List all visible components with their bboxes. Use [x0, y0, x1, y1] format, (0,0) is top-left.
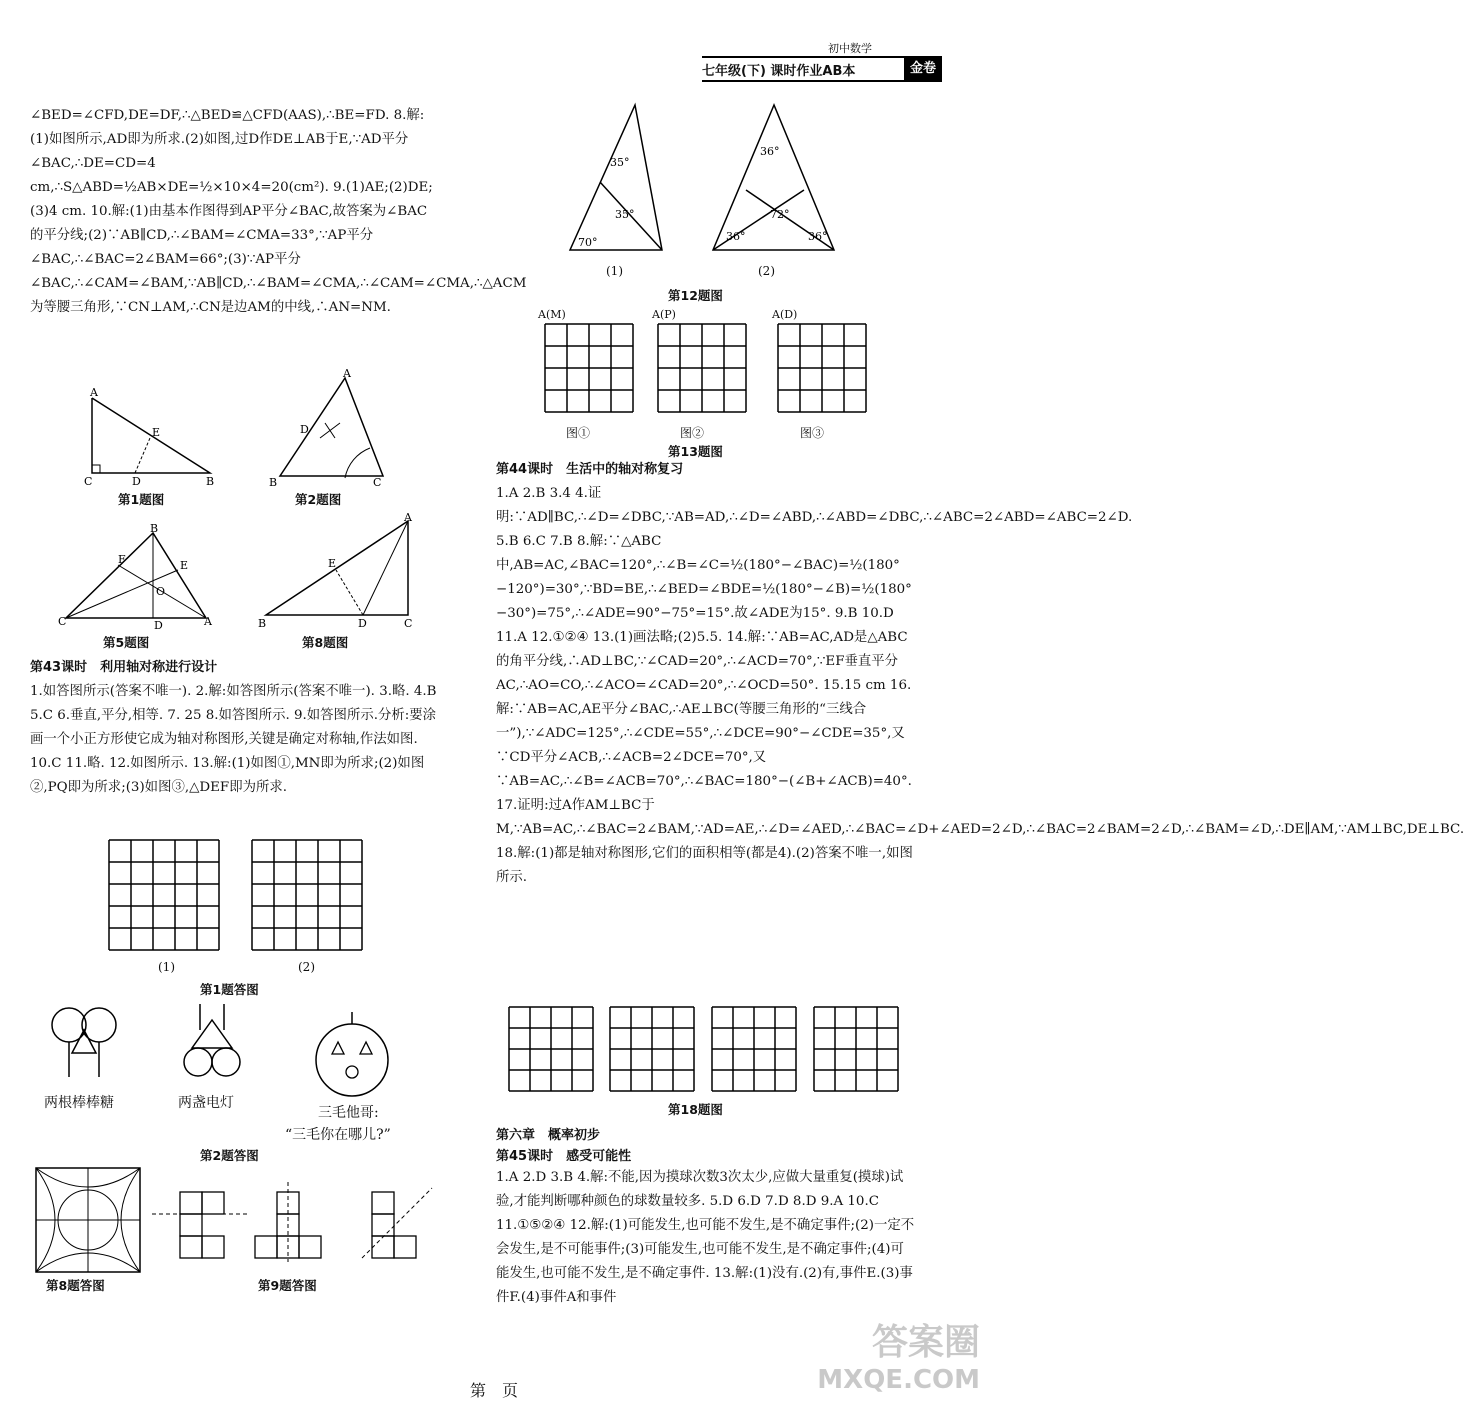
svg-text:C: C — [84, 475, 93, 488]
q13-grid-1 — [535, 310, 645, 420]
caption-q12: 第12题图 — [668, 288, 723, 303]
svg-text:A: A — [343, 367, 351, 380]
a1-sub1: (1) — [158, 960, 175, 974]
watermark-line-1: 答案圈 — [871, 1321, 980, 1363]
svg-text:O: O — [156, 585, 166, 598]
section-44-title: 第44课时 生活中的轴对称复习 — [496, 462, 684, 477]
q18-grid-1 — [505, 1005, 601, 1095]
q12-figure-1 — [560, 100, 670, 260]
lamp-label: 两盏电灯 — [178, 1095, 234, 1111]
q5-figure — [58, 522, 213, 632]
svg-text:35°: 35° — [610, 156, 630, 169]
svg-text:B: B — [258, 617, 267, 630]
caption-q18: 第18题图 — [668, 1102, 723, 1117]
q2-figure — [265, 368, 395, 488]
header-brand: 金卷 — [904, 58, 942, 80]
header-bar-text: 七年级(下) 课时作业AB本 — [702, 63, 856, 79]
q1-figure — [80, 388, 220, 488]
svg-text:C: C — [404, 617, 413, 630]
svg-text:F: F — [118, 553, 126, 566]
svg-text:35°: 35° — [615, 208, 635, 221]
q8-figure — [258, 511, 418, 630]
watermark — [770, 1314, 980, 1394]
a1-grid-2 — [248, 836, 368, 956]
caption-q8: 第8题图 — [302, 635, 349, 650]
lamp-picture — [178, 1000, 248, 1085]
q13-label-ad: A(D) — [772, 308, 798, 321]
svg-text:A: A — [204, 615, 212, 628]
svg-text:C: C — [373, 476, 382, 489]
svg-text:D: D — [358, 617, 367, 630]
svg-text:B: B — [150, 522, 159, 535]
caption-a2: 第2题答图 — [200, 1148, 259, 1163]
section-43-text: 1.如答图所示(答案不唯一). 2.解:如答图所示(答案不唯一). 3.略. 4.B 5.C 6.垂直,平分,相等. 7. 25 8.如答图所示. 9.如答图所示.分析:要涂画一个小正方形使它成为轴对称图形,关键是确定对称轴,作法如图. 10.C 11.略. 12.如图所示. 13.解:(1)如图①,MN即为所求;(2)如图②,PQ即为所求;(3)如图③,△DEF即为所求. — [30, 684, 437, 795]
a1-grid-1 — [105, 836, 225, 956]
section-45-text: 1.A 2.D 3.B 4.解:不能,因为摸球次数3次太少,应做大量重复(摸球)试验,才能判断哪种颜色的球数量较多. 5.D 6.D 7.D 8.D 9.A 10.C 11.①⑤②④ 12.解:(1)可能发生,也可能不发生,是不确定事件;(2)一定不会发生,是不可能事件;(3)可能发生,也可能不发生,是不确定事件;(4)可能发生,也可能不发生,是不确定事件. 13.解:(1)没有.(2)有,事件E.(3)事件F.(4)事件A和事件 — [496, 1170, 915, 1305]
section-44-text: 1.A 2.B 3.4 4.证明:∵AD∥BC,∴∠D=∠DBC,∵AB=AD,∴∠D=∠ABD,∴∠ABD=∠DBC,∴∠ABC=2∠ABD=∠ABC=2∠D. 5.B 6.C 7.B 8.解:∵△ABC中,AB=AC,∠BAC=120°,∴∠B=∠C=½(180°−∠BAC)=½(180°−120°)=30°,∵BD=BE,∴∠BED=∠BDE=½(180°−∠B)=½(180°−30°)=75°,∴∠ADE=90°−75°=15°.故∠ADE为15°. 9.B 10.D 11.A 12.①②④ 13.(1)画法略;(2)5.5. 14.解:∵AB=AC,AD是△ABC的角平分线,∴AD⊥BC,∵∠CAD=20°,∴∠ACD=70°,∵EF垂直平分AC,∴AO=CO,∴∠ACO=∠CAD=20°,∴∠OCD=50°. 15.15 cm 16.解:∵AB=AC,AE平分∠BAC,∴AE⊥BC(等腰三角形的“三线合一”),∵∠ADC=125°,∴∠CDE=55°,∴∠DCE=90°−∠CDE=35°,又∵CD平分∠ACB,∴∠ACB=2∠DCE=70°,又∵AB=AC,∴∠B=∠ACB=70°,∴∠BAC=180°−(∠B+∠ACB)=40°. 17.证明:过A作AM⊥BC于M,∵AB=AC,∴∠BAC=2∠BAM,∵AD=AE,∴∠D=∠AED,∴∠BAC=∠D+∠AED=2∠D,∴∠BAC=2∠BAM=2∠D,∴∠BAM=∠D,∴DE∥AM,∵AM⊥BC,DE⊥BC. 18.解:(1)都是轴对称图形,它们的面积相等(都是4).(2)答案不唯一,如图所示. — [496, 486, 1464, 885]
left-answer-text: ∠BED=∠CFD,DE=DF,∴△BED≌△CFD(AAS),∴BE=FD. 8.解:(1)如图所示,AD即为所求.(2)如图,过D作DE⊥AB于E,∵AD平分∠BAC,∴DE=CD=4 cm,∴S△ABD=½AB×DE=½×10×4=20(cm²). 9.(1)AE;(2)DE;(3)4 cm. 10.解:(1)由基本作图得到AP平分∠BAC,故答案为∠BAC的平分线;(2)∵AB∥CD,∴∠BAM=∠CMA=33°,∵AP平分∠BAC,∴∠BAC=2∠BAM=66°;(3)∵AP平分∠BAC,∴∠CAM=∠BAM,∵AB∥CD,∴∠BAM=∠CMA,∴∠CAM=∠CMA,∴△ACM为等腰三角形,∵CN⊥AM,∴CN是边AM的中线,∴AN=NM. — [30, 108, 527, 315]
svg-text:A: A — [404, 511, 412, 524]
q18-grid-4 — [810, 1005, 906, 1095]
sanmao-picture — [312, 1010, 392, 1105]
candy-label: 两根棒棒糖 — [44, 1095, 114, 1111]
candy-picture — [44, 1005, 124, 1080]
a8-pattern — [34, 1166, 142, 1274]
svg-text:B: B — [269, 476, 278, 489]
a1-sub2: (2) — [298, 960, 315, 974]
caption-a9: 第9题答图 — [258, 1278, 317, 1293]
svg-text:36°: 36° — [760, 145, 780, 158]
svg-text:D: D — [132, 475, 141, 488]
caption-q1: 第1题图 — [118, 492, 165, 507]
caption-q5: 第5题图 — [103, 635, 150, 650]
section-45-title: 第45课时 感受可能性 — [496, 1149, 632, 1164]
svg-text:A: A — [90, 386, 98, 399]
svg-text:D: D — [154, 619, 163, 632]
section-43 — [30, 656, 440, 834]
svg-text:B: B — [206, 475, 215, 488]
svg-text:36°: 36° — [808, 230, 828, 243]
q13-grid-3 — [768, 310, 878, 420]
q13-label-ap: A(P) — [652, 308, 676, 321]
svg-text:E: E — [328, 557, 337, 570]
page-footer: 第 页 — [470, 1381, 519, 1400]
sanmao-label-1: 三毛他哥: — [318, 1105, 379, 1121]
svg-text:D: D — [300, 423, 309, 436]
q12-sub1: (1) — [606, 264, 623, 278]
watermark-line-2: MXQE.COM — [817, 1365, 980, 1395]
q13-fig3: 图③ — [800, 426, 825, 440]
q12-figure-2 — [708, 100, 838, 260]
svg-text:C: C — [58, 615, 67, 628]
svg-text:E: E — [152, 426, 161, 439]
header-subtitle: 初中数学 — [828, 42, 872, 55]
caption-q2: 第2题图 — [295, 492, 342, 507]
page-header — [702, 36, 942, 80]
q18-grid-3 — [708, 1005, 804, 1095]
section-44 — [496, 458, 1464, 998]
sanmao-label-2: “三毛你在哪儿?” — [285, 1127, 391, 1143]
caption-a8: 第8题答图 — [46, 1278, 105, 1293]
section-43-title: 第43课时 利用轴对称进行设计 — [30, 660, 218, 675]
svg-text:72°: 72° — [770, 208, 790, 221]
q13-fig2: 图② — [680, 426, 705, 440]
caption-q13: 第13题图 — [668, 444, 723, 459]
q18-grid-2 — [606, 1005, 702, 1095]
q13-fig1: 图① — [566, 426, 591, 440]
q13-label-am: A(M) — [538, 308, 566, 321]
q12-sub2: (2) — [758, 264, 775, 278]
a9-shapes — [152, 1182, 437, 1262]
caption-a1: 第1题答图 — [200, 982, 259, 997]
svg-text:36°: 36° — [726, 230, 746, 243]
q13-grid-2 — [648, 310, 758, 420]
header-bar — [702, 56, 942, 82]
svg-text:E: E — [180, 559, 189, 572]
svg-text:70°: 70° — [578, 236, 598, 249]
chapter-6-title: 第六章 概率初步 — [496, 1128, 601, 1143]
